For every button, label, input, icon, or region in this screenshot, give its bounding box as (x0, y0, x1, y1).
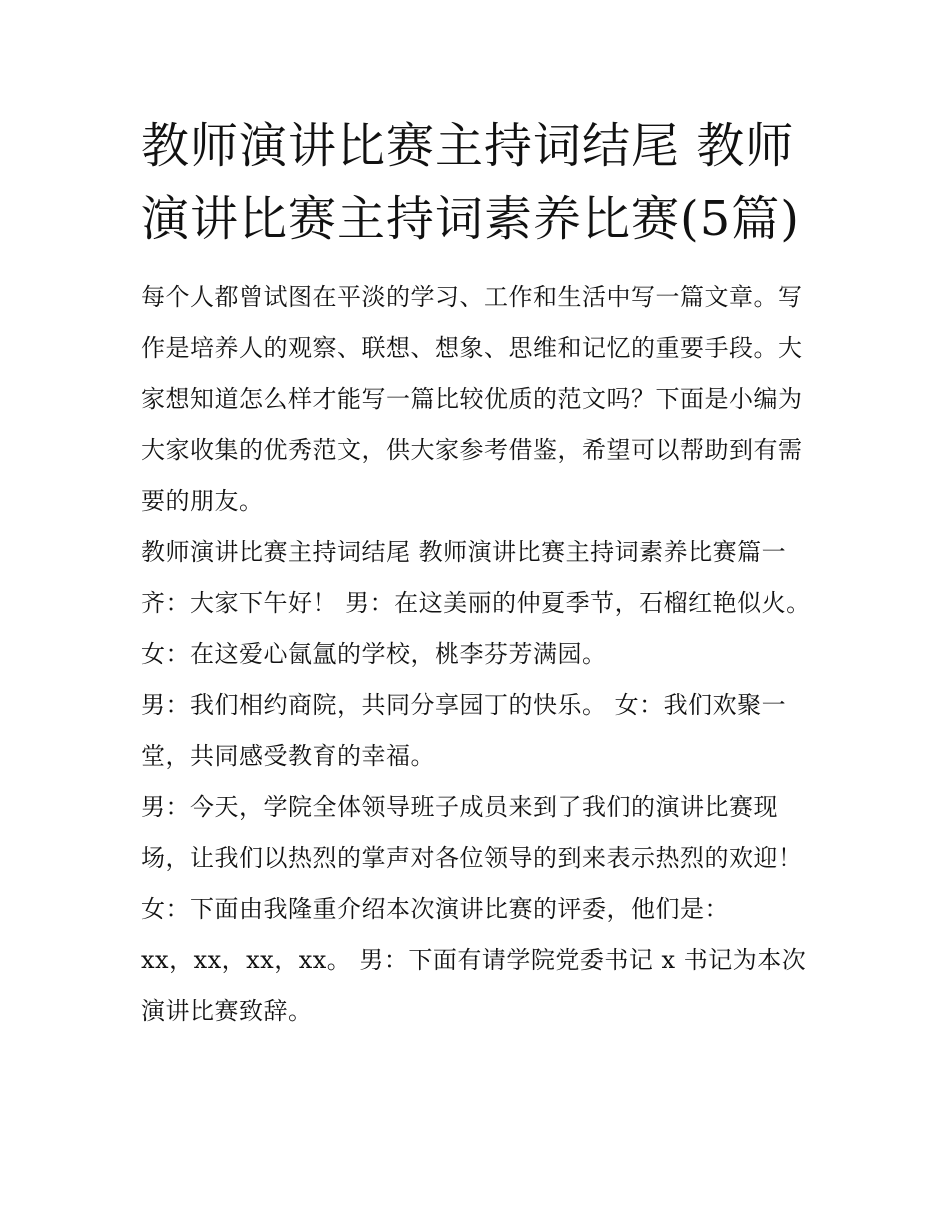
section-heading-paragraph: 教师演讲比赛主持词结尾 教师演讲比赛主持词素养比赛篇一 (141, 538, 787, 566)
dialogue-paragraph: 男：今天，学院全体领导班子成员来到了我们的演讲比赛现场，让我们以热烈的掌声对各位领导的到来表示热烈的欢迎！ (141, 793, 803, 872)
dialogue-paragraph: 男：我们相约商院，共同分享园丁的快乐。 女：我们欢聚一堂，共同感受教育的幸福。 (141, 691, 787, 770)
dialogue-paragraph: 齐：大家下午好！ 男：在这美丽的仲夏季节，石榴红艳似火。 女：在这爱心氤氲的学校，桃李芬芳满园。 (141, 589, 811, 668)
dialogue-paragraph: 女：下面由我隆重介绍本次演讲比赛的评委，他们是： (141, 895, 729, 923)
intro-paragraph: 每个人都曾试图在平淡的学习、工作和生活中写一篇文章。写作是培养人的观察、联想、想象、思维和记忆的重要手段。大家想知道怎么样才能写一篇比较优质的范文吗？下面是小编为大家收集的优秀范文，供大家参考借鉴，希望可以帮助到有需要的朋友。 (141, 283, 803, 515)
document-page (141, 110, 821, 1037)
dialogue-paragraph: xx，xx，xx，xx。 男：下面有请学院党委书记 x 书记为本次演讲比赛致辞。 (141, 946, 807, 1025)
document-title: 教师演讲比赛主持词结尾 教师演讲比赛主持词素养比赛(5篇) (141, 118, 800, 247)
